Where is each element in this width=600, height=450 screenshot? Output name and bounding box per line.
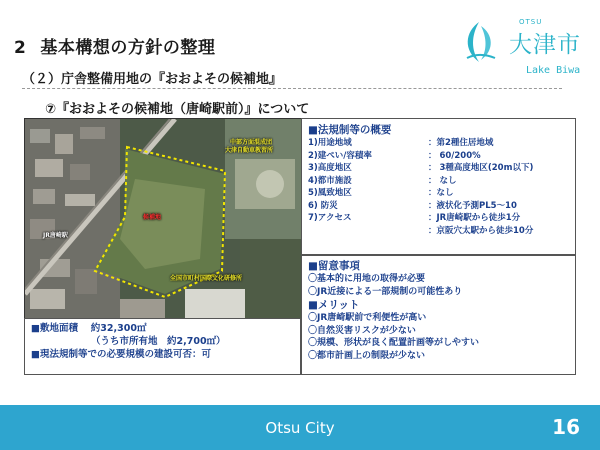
site-area: ■敷地面積 約32,300㎡ xyxy=(31,323,147,334)
logo-tagline: Lake Biwa xyxy=(526,65,581,76)
law-summary-box xyxy=(301,118,576,255)
law-row: 2)建ぺい/容積率 ： 60/200% xyxy=(308,150,481,161)
law-row: 3)高度地区 ： 3種高度地区(20m以下) xyxy=(308,163,534,173)
city-owned-area: （うち市所有地 約2,700㎡） xyxy=(91,336,226,347)
footer-bar xyxy=(0,405,600,450)
divider xyxy=(22,88,562,89)
otsu-logo xyxy=(459,14,589,84)
list-item: 〇基本的に用地の取得が必要 xyxy=(308,274,426,284)
page-number: 16 xyxy=(552,415,580,439)
label-candidate-site: 候補地 xyxy=(143,214,162,221)
otsu-city-emblem-icon xyxy=(459,20,499,64)
label-driving-school: 大津自動車教習所 xyxy=(225,147,274,154)
list-item: 〇規模、形状が良く配置計画等がしやすい xyxy=(308,338,480,348)
logo-name: 大津市 xyxy=(509,32,581,58)
subtitle: （２）庁舎整備用地の『おおよその候補地』 xyxy=(22,72,283,87)
label-station: JR唐崎駅 xyxy=(43,232,68,239)
law-row: 5)風致地区 ：なし xyxy=(308,188,454,198)
law-row: 6) 防災 ：液状化予測PL5～10 xyxy=(308,200,517,211)
label-army: 中部方面混成団 xyxy=(230,139,273,146)
caution-title: ■留意事項 xyxy=(308,260,360,272)
list-item: 〇自然災害リスクが少ない xyxy=(308,325,416,336)
aerial-photo xyxy=(24,118,303,320)
section-number: 2 xyxy=(14,38,27,58)
law-row: ：京阪穴太駅から徒歩10分 xyxy=(428,225,534,236)
title-text: 基本構想の方針の整理 xyxy=(40,38,216,58)
merit-title: ■メリット xyxy=(308,299,360,311)
logo-small-text: OTSU xyxy=(519,18,543,26)
section-heading: ⑦『おおよその候補地（唐崎駅前）』について xyxy=(45,102,310,117)
page-title xyxy=(14,33,215,58)
law-row: 1)用途地域 ：第2種住居地域 xyxy=(308,138,494,148)
footer-text: Otsu City xyxy=(265,419,335,437)
list-item: 〇都市計画上の制限が少ない xyxy=(308,350,426,361)
label-training-institute: 全国市町村国際文化研修所 xyxy=(170,275,243,282)
law-row: 4)都市施設 ： なし xyxy=(308,175,457,186)
law-row: 7)アクセス ：JR唐崎駅から徒歩1分 xyxy=(308,213,521,223)
construction-feasibility: ■現法規制等での必要規模の建設可否：可 xyxy=(31,349,211,360)
site-area-box xyxy=(24,318,301,375)
notes-box xyxy=(301,255,576,375)
list-item: 〇JR唐崎駅前で利便性が高い xyxy=(308,313,427,323)
list-item: 〇JR近接による一部規制の可能性あり xyxy=(308,286,463,297)
law-title: ■法規制等の概要 xyxy=(308,124,392,136)
